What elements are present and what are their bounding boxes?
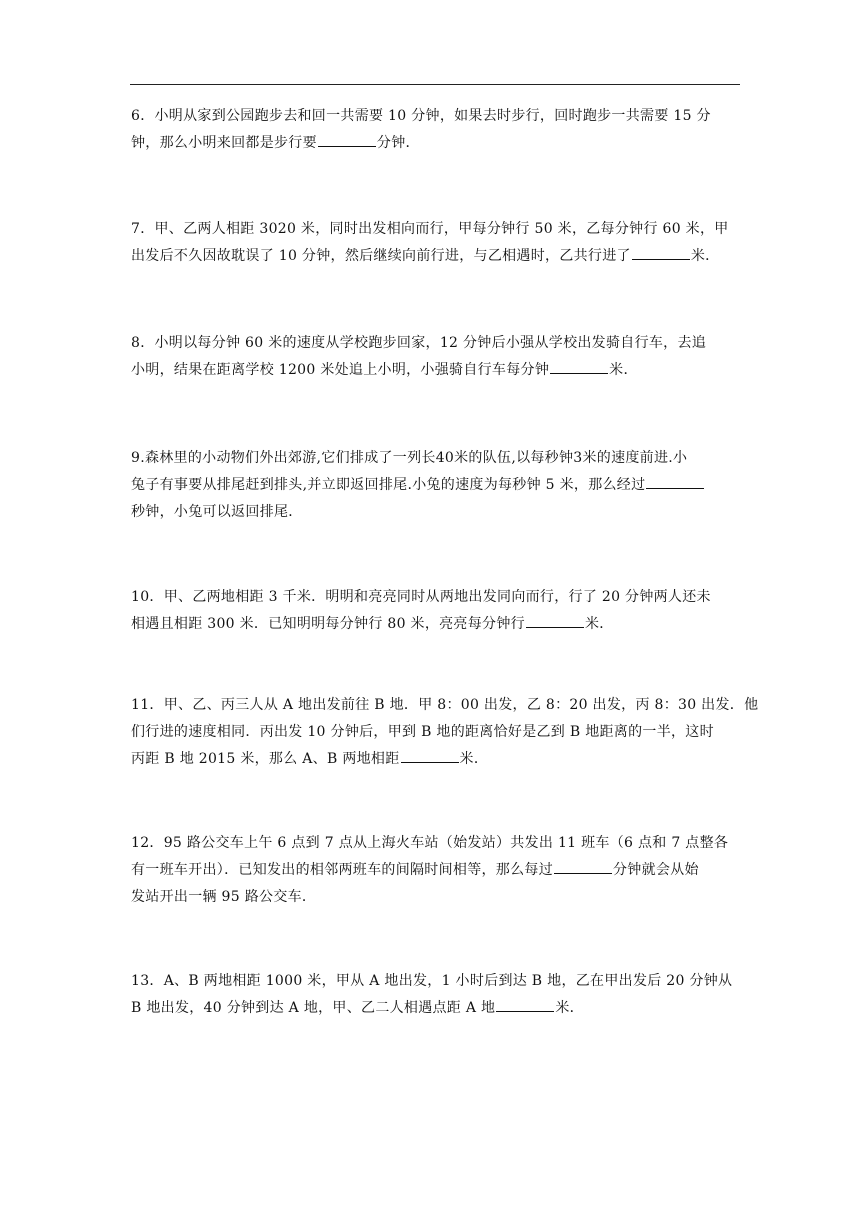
answer-blank xyxy=(318,132,376,147)
problem-text: 11．甲、乙、丙三人从 A 地出发前往 B 地．甲 8：00 出发，乙 8：20 出发，丙 8：30 出发．他 xyxy=(131,697,759,713)
problem-line xyxy=(131,216,743,243)
problem-line xyxy=(131,692,759,719)
problem-text: 米． xyxy=(690,248,720,264)
problem-line xyxy=(131,357,743,384)
problem-line xyxy=(131,584,743,611)
problem-7 xyxy=(131,216,743,270)
problem-line xyxy=(131,830,743,857)
problem-text: 9.森林里的小动物们外出郊游,它们排成了一列长40米的队伍,以每秒钟3米的速度前进.小 xyxy=(131,450,688,466)
problem-text: 米． xyxy=(459,751,489,767)
problem-text: 丙距 B 地 2015 米，那么 A、B 两地相距 xyxy=(131,751,400,767)
problem-12 xyxy=(131,830,743,911)
problem-text: 出发后不久因故耽误了 10 分钟，然后继续向前行进，与乙相遇时，乙共行进了 xyxy=(131,248,631,264)
problem-11 xyxy=(131,692,759,773)
problem-text: 米． xyxy=(609,362,638,378)
answer-blank xyxy=(526,613,584,628)
answer-blank xyxy=(550,359,608,374)
problem-line xyxy=(131,884,743,911)
problem-line xyxy=(131,995,743,1022)
problem-line xyxy=(131,445,743,472)
problem-text: 分钟就会从始 xyxy=(613,862,699,878)
problem-13 xyxy=(131,968,743,1022)
problem-text: 米． xyxy=(555,1000,584,1016)
problem-line xyxy=(131,719,743,746)
problem-text: 钟，那么小明来回都是步行要 xyxy=(131,135,317,151)
problem-text: 米． xyxy=(584,616,614,632)
problem-6 xyxy=(131,103,743,157)
answer-blank xyxy=(554,859,612,874)
problem-text: 们行进的速度相同．丙出发 10 分钟后，甲到 B 地的距离恰好是乙到 B 地距离的一半，这时 xyxy=(131,724,714,740)
problem-text: 发站开出一辆 95 路公交车． xyxy=(131,889,317,905)
problem-line xyxy=(131,472,743,499)
problem-text: 8．小明以每分钟 60 米的速度从学校跑步回家，12 分钟后小强从学校出发骑自行车，去追 xyxy=(131,335,707,351)
problem-text: B 地出发，40 分钟到达 A 地，甲、乙二人相遇点距 A 地 xyxy=(131,1000,496,1016)
problem-text: 兔子有事要从排尾赶到排头,并立即返回排尾.小兔的速度为每秒钟 5 米，那么经过 xyxy=(131,477,646,493)
problem-text: 10．甲、乙两地相距 3 千米．明明和亮亮同时从两地出发同向而行，行了 20 分钟两人还未 xyxy=(131,589,711,605)
problem-line xyxy=(131,330,743,357)
problem-line xyxy=(131,243,743,270)
problem-text: 12．95 路公交车上午 6 点到 7 点从上海火车站（始发站）共发出 11 班车（6 点和 7 点整各 xyxy=(131,835,729,851)
problem-line xyxy=(131,746,743,773)
problem-text: 相遇且相距 300 米．已知明明每分钟行 80 米，亮亮每分钟行 xyxy=(131,616,525,632)
problem-10 xyxy=(131,584,743,638)
problem-8 xyxy=(131,330,743,384)
problem-text: 7．甲、乙两人相距 3020 米，同时出发相向而行，甲每分钟行 50 米，乙每分钟行 60 米，甲 xyxy=(131,221,729,237)
header-rule xyxy=(130,84,740,85)
answer-blank xyxy=(632,245,690,260)
problem-line xyxy=(131,857,743,884)
answer-blank xyxy=(646,474,704,489)
problem-line xyxy=(131,130,743,157)
problem-9 xyxy=(131,445,743,526)
problem-line xyxy=(131,103,743,130)
problem-text: 秒钟，小兔可以返回排尾． xyxy=(131,504,303,520)
problem-text: 6．小明从家到公园跑步去和回一共需要 10 分钟，如果去时步行，回时跑步一共需要 15 分 xyxy=(131,108,711,124)
problem-text: 有一班车开出）．已知发出的相邻两班车的间隔时间相等，那么每过 xyxy=(131,862,553,878)
problem-line xyxy=(131,499,743,526)
problem-text: 小明，结果在距离学校 1200 米处追上小明，小强骑自行车每分钟 xyxy=(131,362,550,378)
problem-text: 13．A、B 两地相距 1000 米，甲从 A 地出发，1 小时后到达 B 地，乙在甲出发后 20 分钟从 xyxy=(131,973,733,989)
answer-blank xyxy=(401,748,459,763)
problem-line xyxy=(131,968,743,995)
answer-blank xyxy=(496,997,554,1012)
problem-text: 分钟． xyxy=(376,135,420,151)
problem-line xyxy=(131,611,743,638)
